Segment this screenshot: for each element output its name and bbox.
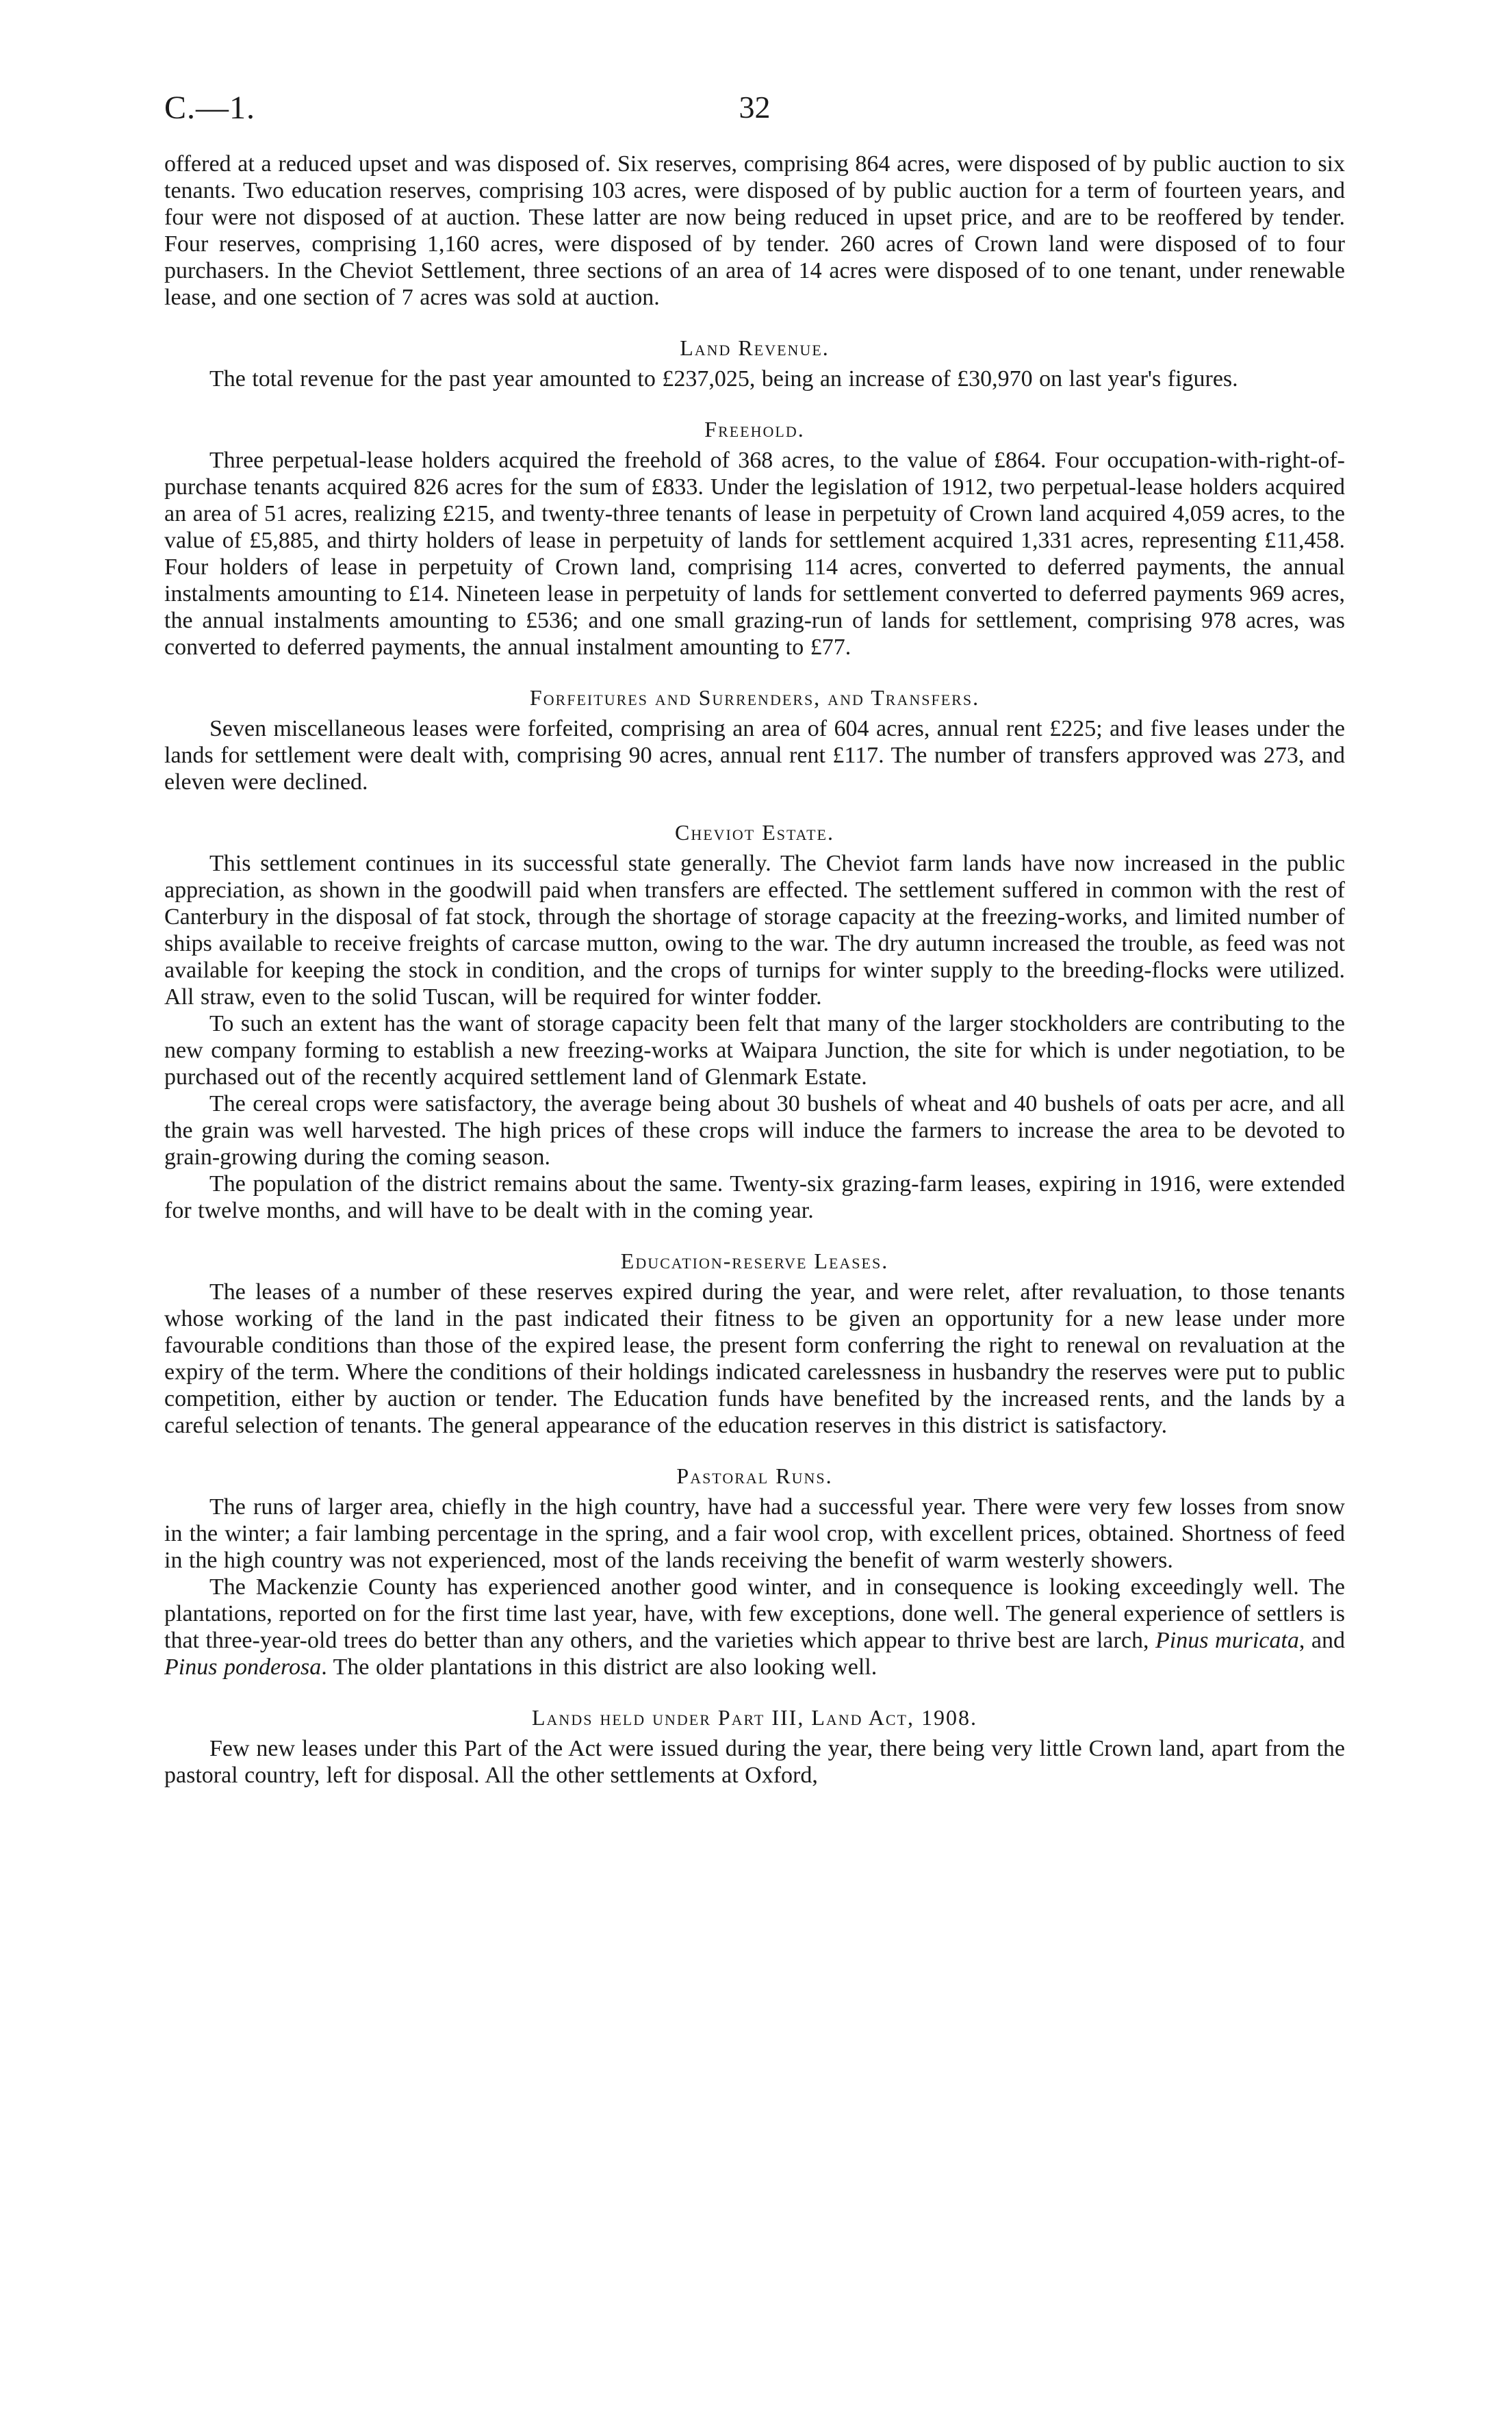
- pastoral-heading: Pastoral Runs.: [676, 1463, 833, 1488]
- intro-paragraph: offered at a reduced upset and was disposed of. Six reserves, comprising 864 acres, were disposed of by public auction to six tenants. Two education reserves, comprising 103 acres, were disposed of by public auction for a term of fourteen years, and four were not disposed of at auction. These latter are now being reduced in upset price, and are to be reoffered by tender. Four reserves, comprising 1,160 acres, were disposed of by tender. 260 acres of Crown land were disposed of to four purchasers. In the Cheviot Settlement, three sections of an area of 14 acres were disposed of to one tenant, under renewable lease, and one section of 7 acres was sold at auction.: [164, 151, 1345, 310]
- page-header: [164, 89, 1345, 137]
- education-section: [164, 1247, 1345, 1439]
- pinus-ponderosa-text: Pinus ponderosa: [164, 1654, 322, 1680]
- forfeitures-paragraph: Seven miscellaneous leases were forfeited, comprising an area of 604 acres, annual rent £225; and five leases under the lands for settlement were dealt with, comprising 90 acres, annual rent £117. The number of transfers approved was 273, and eleven were declined.: [164, 716, 1345, 795]
- part3-paragraph: Few new leases under this Part of the Act were issued during the year, there being very little Crown land, apart from the pastoral country, left for disposal. All the other settlements at Oxford,: [164, 1736, 1345, 1788]
- pastoral-paragraph-1: The runs of larger area, chiefly in the high country, have had a successful year. There were very few losses from snow in the winter; a fair lambing percentage in the spring, and a fair wool crop, with excellent prices, obtained. Shortness of feed in the high country was not experienced, most of the lands receiving the benefit of warm westerly showers.: [164, 1494, 1345, 1573]
- document-page: [164, 89, 1345, 1789]
- education-paragraph: The leases of a number of these reserves expired during the year, and were relet, after revaluation, to those tenants whose working of the land in the past indicated their fitness to be given an opportunity for a new lease under more favourable conditions than those of the expired lease, the present form conferring the right to renewal on revaluation at the expiry of the term. Where the conditions of their holdings indicated carelessness in husbandry the reserves were put to public competition, either by auction or tender. The Education funds have benefited by the increased rents, and the lands by a careful selection of tenants. The general appearance of the education reserves in this district is satisfactory.: [164, 1279, 1345, 1438]
- freehold-heading: Freehold.: [704, 417, 805, 442]
- land-revenue-heading: Land Revenue.: [680, 335, 830, 360]
- part3-section: [164, 1704, 1345, 1789]
- pinus-muricata-text: Pinus muricata: [1155, 1628, 1299, 1653]
- land-revenue-paragraph: The total revenue for the past year amounted to £237,025, being an increase of £30,970 on last year's figures.: [209, 366, 1238, 392]
- cheviot-section: [164, 819, 1345, 1224]
- pastoral-paragraph-2: [164, 1574, 1345, 1680]
- page-number: 32: [739, 90, 771, 125]
- pastoral-text-b: , and: [1298, 1628, 1345, 1653]
- education-heading: Education-reserve Leases.: [620, 1249, 889, 1273]
- pastoral-text-a: The Mackenzie County has experienced another good winter, and in consequence is looking exceedingly well. The plantations, reported on for the first time last year, have, with few exceptions, done well. The general experience of settlers is that three-year-old trees do better than any others, and the varieties which appear to thrive best are larch,: [164, 1574, 1345, 1653]
- cheviot-paragraph-4: The population of the district remains about the same. Twenty-six grazing-farm leases, expiring in 1916, were extended for twelve months, and will have to be dealt with in the coming year.: [164, 1171, 1345, 1223]
- pastoral-text-c: . The older plantations in this district are also looking well.: [321, 1654, 877, 1680]
- document-reference: C.—1.: [164, 90, 256, 126]
- freehold-paragraph: Three perpetual-lease holders acquired the freehold of 368 acres, to the value of £864. Four occupation-with-right-of-purchase tenants acquired 826 acres for the sum of £833. Under the legislation of 1912, two perpetual-lease holders acquired an area of 51 acres, realizing £215, and twenty-three tenants of lease in perpetuity of Crown land acquired 4,059 acres, to the value of £5,885, and thirty holders of lease in perpetuity of lands for settlement acquired 1,331 acres, representing £11,458. Four holders of lease in perpetuity of Crown land, comprising 114 acres, converted to deferred payments, the annual instalments amounting to £14. Nineteen lease in perpetuity of lands for settlement converted to deferred payments 969 acres, the annual instalments amounting to £536; and one small grazing-run of lands for settlement, comprising 978 acres, was converted to deferred payments, the annual instalment amounting to £77.: [164, 448, 1345, 660]
- cheviot-paragraph-2: To such an extent has the want of storage capacity been felt that many of the larger stockholders are contributing to the new company forming to establish a new freezing-works at Waipara Junction, the site for which is under negotiation, to be purchased out of the recently acquired settlement land of Glenmark Estate.: [164, 1011, 1345, 1090]
- intro-section: [164, 151, 1345, 311]
- freehold-section: [164, 415, 1345, 661]
- forfeitures-heading: Forfeitures and Surrenders, and Transfers.: [529, 685, 980, 710]
- cheviot-paragraph-1: This settlement continues in its successful state generally. The Cheviot farm lands have now increased in the public appreciation, as shown in the goodwill paid when transfers are effected. The settlement suffered in common with the rest of Canterbury in the disposal of fat stock, through the shortage of storage capacity at the freezing-works, and limited number of ships available to receive freights of carcase mutton, owing to the war. The dry autumn increased the trouble, as feed was not available for keeping the stock in condition, and the crops of turnips for winter supply to the breeding-flocks were utilized. All straw, even to the solid Tuscan, will be required for winter fodder.: [164, 851, 1345, 1010]
- pastoral-section: [164, 1462, 1345, 1680]
- part3-heading: Lands held under Part III, Land Act, 1908.: [532, 1705, 977, 1730]
- cheviot-heading: Cheviot Estate.: [675, 820, 834, 845]
- forfeitures-section: [164, 684, 1345, 795]
- land-revenue-section: [164, 334, 1345, 392]
- cheviot-paragraph-3: The cereal crops were satisfactory, the average being about 30 bushels of wheat and 40 bushels of oats per acre, and all the grain was well harvested. The high prices of these crops will induce the farmers to increase the area to be devoted to grain-growing during the coming season.: [164, 1091, 1345, 1170]
